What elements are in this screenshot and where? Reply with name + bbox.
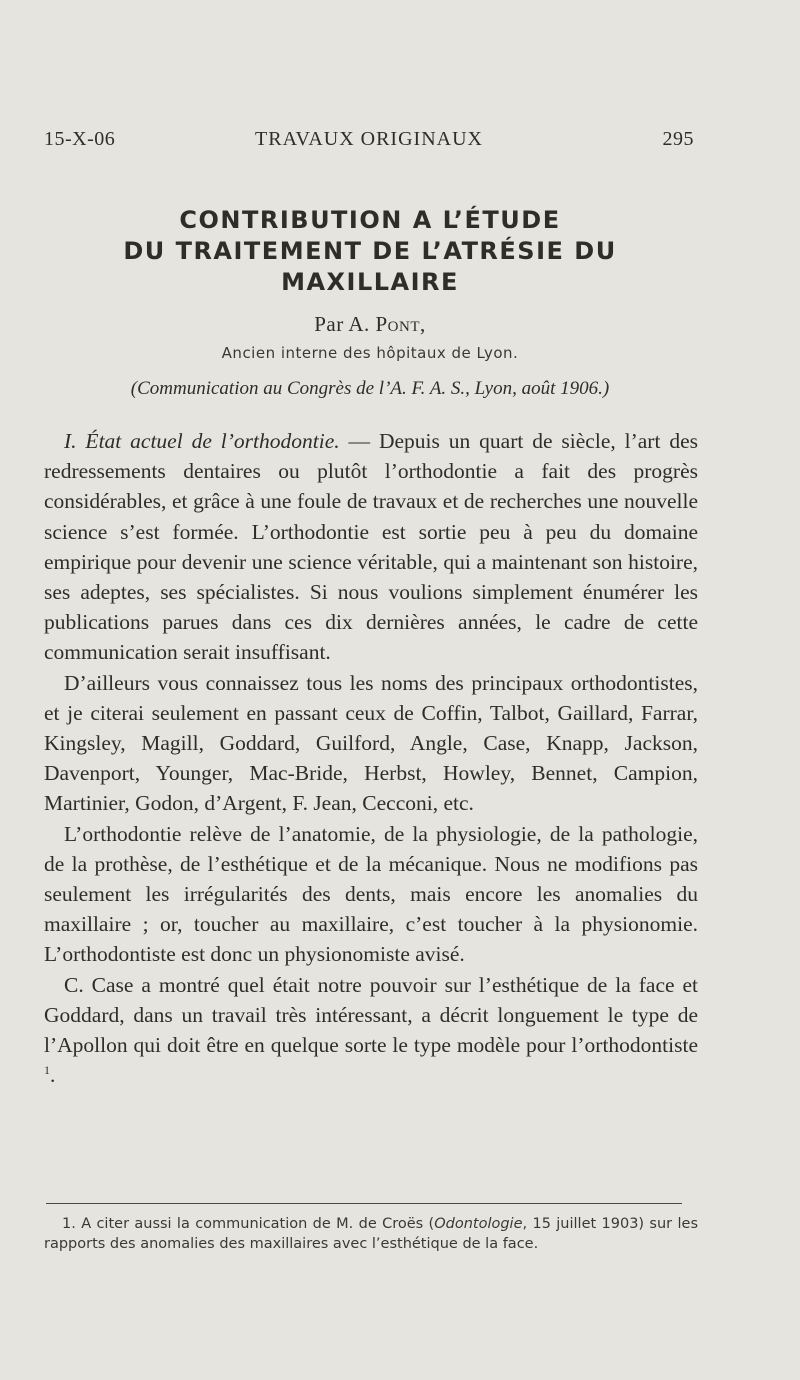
title-line-1: CONTRIBUTION A L’ÉTUDE bbox=[179, 206, 561, 234]
footnote-text bbox=[44, 1214, 698, 1254]
footnote-journal: Odontologie bbox=[434, 1216, 523, 1232]
footnote-text-b: , 15 juillet 1903) sur les rapports des anomalies des maxillaires avec l’esthétique de la face. bbox=[44, 1216, 698, 1252]
paragraph-4-end: . bbox=[50, 1063, 56, 1088]
author-affiliation: Ancien interne des hôpitaux de Lyon. bbox=[221, 344, 519, 362]
title-line-3: MAXILLAIRE bbox=[281, 268, 459, 296]
author-prefix: Par A. bbox=[314, 312, 376, 336]
running-head bbox=[44, 128, 694, 158]
section-title: TRAVAUX ORIGINAUX bbox=[255, 128, 483, 150]
title-line-2: DU TRAITEMENT DE L’ATRÉSIE DU bbox=[123, 237, 617, 265]
author-name: Pont, bbox=[375, 312, 426, 336]
paragraph-1-text: — Depuis un quart de siècle, l’art des redressements dentaires ou plutôt l’orthodontie a fait des progrès considérables, et grâce à une foule de travaux et de recherches une nouvelle science s’est formée. L’orthodontie est sortie peu à peu du domaine empirique pour devenir une science véritable, qui a maintenant son histoire, ses adeptes, ses spécialistes. Si nous voulions simplement énumérer les publications parues dans ces dix dernières années, le cadre de cette communication serait insuffisant. bbox=[44, 429, 699, 665]
article-body bbox=[44, 426, 698, 1090]
footnote-number: 1. bbox=[62, 1216, 76, 1232]
paragraph-4 bbox=[44, 970, 698, 1091]
section-heading: I. État actuel de l’orthodontie. bbox=[64, 429, 340, 453]
issue-date: 15-X-06 bbox=[44, 128, 116, 150]
paragraph-3: L’orthodontie relève de l’anatomie, de la physiologie, de la pathologie, de la prothèse, de l’esthétique et de la mécanique. Nous ne modifions pas seulement les irrégularités des dents, mais encore les anomalies du maxillaire ; or, toucher au maxillaire, c’est toucher à la physionomie. L’orthodontiste est donc un physionomiste avisé. bbox=[44, 821, 698, 967]
communication-note: (Communication au Congrès de l’A. F. A. S., Lyon, août 1906.) bbox=[130, 378, 610, 399]
paragraph-2: D’ailleurs vous connaissez tous les noms des principaux orthodontistes, et je citerai seulement en passant ceux de Coffin, Talbot, Gaillard, Farrar, Kingsley, Magill, Goddard, Guilford, Angle, Case, Knapp, Jackson, Davenport, Younger, Mac-Bride, Herbst, Howley, Bennet, Campion, Martinier, Godon, d’Argent, F. Jean, Cecconi, etc. bbox=[44, 670, 698, 816]
paragraph-1 bbox=[44, 426, 698, 668]
paragraph-4-text: C. Case a montré quel était notre pouvoir sur l’esthétique de la face et Goddard, dans un travail très intéressant, a décrit longuement le type de l’Apollon qui doit être en quelque sorte le type modèle pour l’orthodontiste bbox=[44, 972, 698, 1058]
article-title bbox=[40, 205, 700, 298]
footnote-divider bbox=[46, 1203, 682, 1204]
footnote bbox=[44, 1214, 698, 1254]
footnote-text-a: A citer aussi la communication de M. de Croës ( bbox=[75, 1216, 435, 1232]
author-line bbox=[40, 312, 700, 337]
page-number: 295 bbox=[662, 128, 694, 150]
footnote-reference: 1 bbox=[44, 1063, 50, 1078]
